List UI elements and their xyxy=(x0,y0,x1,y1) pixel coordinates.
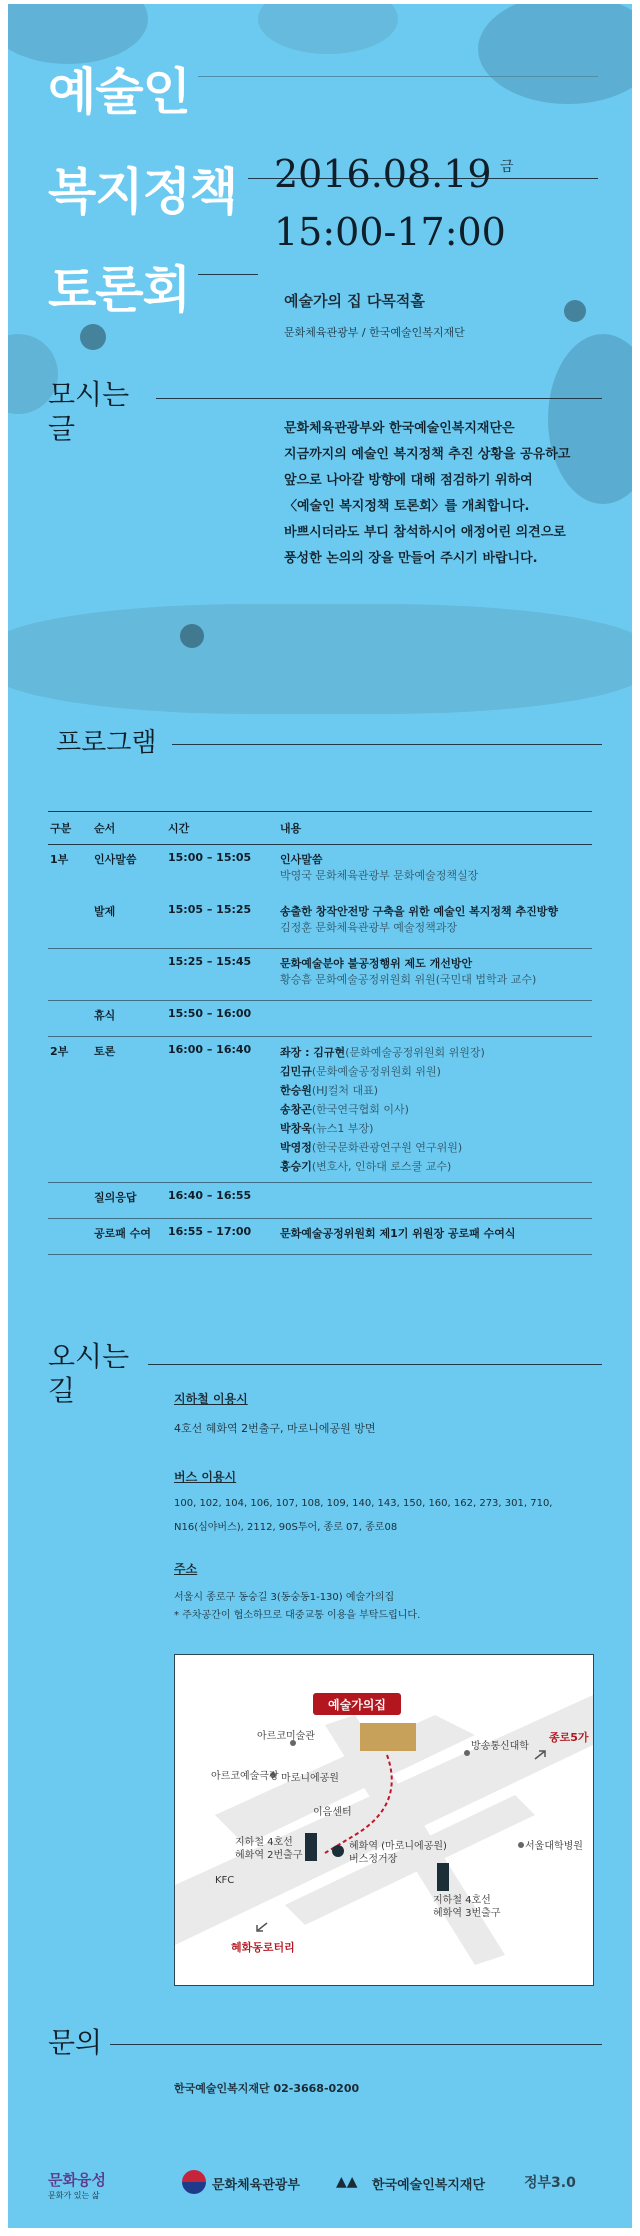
event-venue: 예술가의 집 다목적홀 xyxy=(284,292,425,310)
directions-heading-line2: 길 xyxy=(48,1374,76,1407)
poster xyxy=(8,4,632,2228)
decor-top-mid xyxy=(258,4,398,54)
invitation-heading-line2: 글 xyxy=(48,412,76,445)
table-row: 15:25 – 15:45 문화예술분야 불공정행위 제도 개선방안 황승흠 문화예술공정위원회 위원(국민대 법학과 교수) xyxy=(48,949,592,1001)
table-row: 2부 토론 16:00 – 16:40 좌장 : 김규현(문화예술공정위원회 위원장) 김민규(문화예술공정위원회 위원) 한승원(HJ컬처 대표) 송창곤(한국연극협회 이사) 박창욱(뉴스1 부장) 박영정(한국문화관광연구원 연구위원) 홍승기(변호사, 인하대 로스쿨 교수) xyxy=(48,1037,592,1183)
map-label: 서울대학병원 xyxy=(525,1841,583,1852)
invitation-line: 지금까지의 예술인 복지정책 추진 상황을 공유하고 xyxy=(284,447,571,462)
directions-heading xyxy=(48,1340,129,1408)
map-label: 마로니에공원 xyxy=(281,1773,339,1784)
col-time: 시간 xyxy=(166,812,278,845)
map-svg xyxy=(175,1655,593,1985)
col-content: 내용 xyxy=(278,812,592,845)
target-label: 예술가의집 xyxy=(328,1698,386,1712)
bus-text-2: N16(심야버스), 2112, 90S투어, 종로 07, 종로08 xyxy=(174,1522,398,1533)
title-line-3: 토론회 xyxy=(48,261,190,319)
invitation-line: 바쁘시더라도 부디 참석하시어 애정어린 의견으로 xyxy=(284,525,566,540)
table-row: 발제 15:05 – 15:25 송출한 창작안전망 구축을 위한 예술인 복지정책 추진방향 김정훈 문화체육관광부 예술정책과장 xyxy=(48,897,592,949)
col-order: 순서 xyxy=(92,812,166,845)
building-icon xyxy=(360,1723,416,1751)
arrow-down-left-icon xyxy=(257,1923,267,1931)
invitation-body xyxy=(284,416,614,572)
invitation-heading xyxy=(48,378,129,446)
invitation-heading-line1: 모시는 xyxy=(48,378,130,411)
contact-rule xyxy=(110,2044,602,2045)
subway-exit-icon-2 xyxy=(437,1863,449,1891)
event-date: 2016.08.19 xyxy=(274,152,492,196)
logo-ministry: 문화체육관광부 xyxy=(212,2178,300,2193)
invitation-line: 〈예술인 복지정책 토론회〉를 개최합니다. xyxy=(284,499,530,514)
map-label: 방송통신대학 xyxy=(471,1741,529,1752)
map-label: 혜화역 3번출구 xyxy=(433,1908,501,1919)
title-rule-1 xyxy=(198,76,598,77)
subway-label: 지하철 이용시 xyxy=(174,1392,248,1406)
cup-icon-3 xyxy=(180,624,204,648)
directions-rule xyxy=(148,1364,602,1365)
title-line-1: 예술인 xyxy=(48,63,190,121)
map-label: 아르코미술관 xyxy=(257,1731,315,1742)
title-line-2: 복지정책 xyxy=(48,163,238,221)
map-label-rotary: 혜화동로터리 xyxy=(231,1941,295,1954)
cup-icon xyxy=(80,324,106,350)
event-time: 15:00-17:00 xyxy=(274,210,506,254)
map-label-jongno5: 종로5가 xyxy=(549,1731,589,1744)
taegeuk-icon xyxy=(182,2170,206,2194)
event-organizers: 문화체육관광부 / 한국예술인복지재단 xyxy=(284,326,465,339)
table-row: 휴식 15:50 – 16:00 xyxy=(48,1001,592,1037)
map-label: 혜화역 (마로니에공원) xyxy=(349,1841,447,1852)
decor-band xyxy=(8,604,632,714)
invitation-line: 문화체육관광부와 한국예술인복지재단은 xyxy=(284,421,515,436)
table-row: 1부 인사말씀 15:00 – 15:05 인사말씀 박영국 문화체육관광부 문화예술정책실장 xyxy=(50,851,479,882)
panel-list: 좌장 : 김규현(문화예술공정위원회 위원장) 김민규(문화예술공정위원회 위원) 한승원(HJ컬처 대표) 송창곤(한국연극협회 이사) 박창욱(뉴스1 부장) 박영정(한국문화관광연구원 연구위원) 홍승기(변호사, 인하대 로스쿨 교수) xyxy=(278,1037,592,1183)
bus-label: 버스 이용시 xyxy=(174,1470,237,1484)
invitation-line: 풍성한 논의의 장을 만들어 주시기 바랍니다. xyxy=(284,551,538,566)
logo-gov30: 정부3.0 xyxy=(524,2175,576,2191)
map-label: 이음센터 xyxy=(313,1807,352,1818)
map-label: KFC xyxy=(215,1875,235,1886)
program-rule xyxy=(172,744,602,745)
decor-top-right xyxy=(478,4,632,104)
title-rule-3 xyxy=(198,274,258,275)
cup-icon-2 xyxy=(564,300,586,322)
poi-dot xyxy=(518,1842,524,1848)
logo-culture-prosperity: 문화융성 문화가 있는 삶 xyxy=(48,2171,106,2200)
logo-kawf: 한국예술인복지재단 xyxy=(372,2178,486,2193)
address-text: 서울시 종로구 동숭길 3(동숭동1-130) 예술가의집 xyxy=(174,1592,395,1603)
program-heading: 프로그램 xyxy=(56,728,157,758)
bus-text-1: 100, 102, 104, 106, 107, 108, 109, 140, 143, 150, 160, 162, 273, 301, 710, xyxy=(174,1498,553,1509)
invitation-line: 앞으로 나아갈 방향에 대해 점검하기 위하여 xyxy=(284,473,533,488)
table-row: 질의응답 16:40 – 16:55 xyxy=(48,1183,592,1219)
map-label: 지하철 4호선 xyxy=(433,1895,491,1906)
col-part: 구분 xyxy=(48,812,92,845)
directions-heading-line1: 오시는 xyxy=(48,1340,130,1373)
table-row: 공로패 수여 16:55 – 17:00 문화예술공정위원회 제1기 위원장 공로패 수여식 xyxy=(48,1219,592,1255)
location-map xyxy=(174,1654,594,1986)
parking-note: * 주차공간이 협소하므로 대중교통 이용을 부탁드립니다. xyxy=(174,1610,421,1621)
map-label: 지하철 4호선 xyxy=(235,1837,293,1848)
contact-text: 한국예술인복지재단 02-3668-0200 xyxy=(174,2082,360,2095)
map-label: 혜화역 2번출구 xyxy=(235,1850,303,1861)
bus-stop-icon xyxy=(332,1845,344,1857)
event-weekday: 금 xyxy=(500,159,514,175)
map-label: 아르코예술극장 xyxy=(211,1771,279,1782)
invitation-rule xyxy=(156,398,602,399)
contact-heading: 문의 xyxy=(48,2026,103,2059)
map-label: 버스정거장 xyxy=(349,1854,398,1865)
poi-dot xyxy=(464,1750,470,1756)
subway-exit-icon xyxy=(305,1833,317,1861)
program-table xyxy=(48,811,592,1255)
address-label: 주소 xyxy=(174,1562,198,1576)
subway-text: 4호선 혜화역 2번출구, 마로니에공원 방면 xyxy=(174,1422,376,1435)
program-header-row xyxy=(48,812,592,845)
kawf-icon: ▲▲ xyxy=(336,2174,358,2190)
